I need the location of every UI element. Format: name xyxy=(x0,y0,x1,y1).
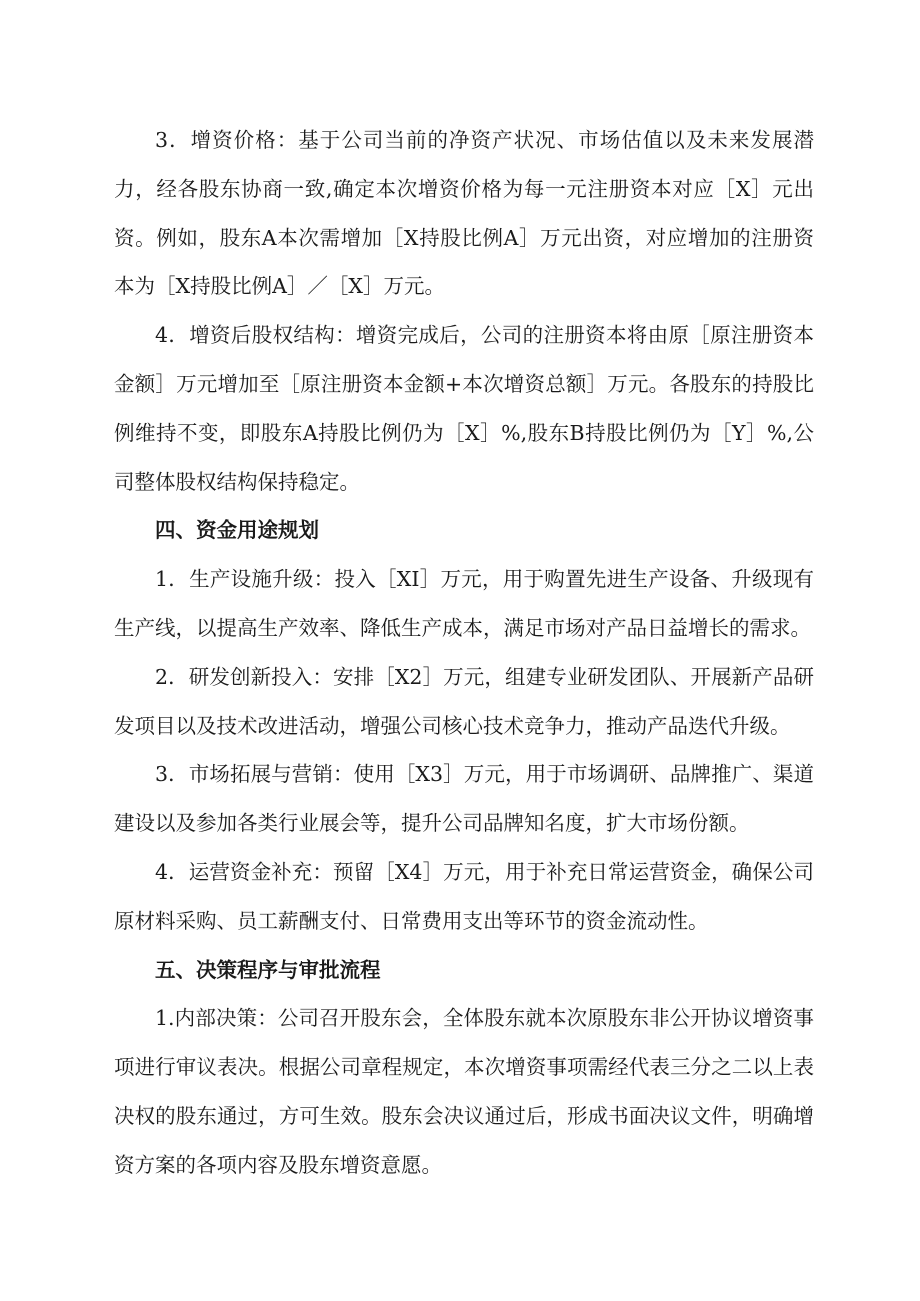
paragraph-working-capital: 4．运营资金补充：预留［X4］万元，用于补充日常运营资金，确保公司原材料采购、员工薪酬支付、日常费用支出等环节的资金流动性。 xyxy=(114,859,814,933)
document-body xyxy=(114,116,814,1190)
section-heading-fund-usage: 四、资金用途规划 xyxy=(155,518,319,543)
paragraph-market-expansion: 3．市场拓展与营销：使用［X3］万元，用于市场调研、品牌推广、渠道建设以及参加各类行业展会等，提升公司品牌知名度，扩大市场份额。 xyxy=(114,762,814,836)
paragraph-capital-increase-price: 3．增资价格：基于公司当前的净资产状况、市场估值以及未来发展潜力，经各股东协商一致,确定本次增资价格为每一元注册资本对应［X］元出资。例如，股东A本次需增加［X持股比例A］万元出资，对应增加的注册资本为［X持股比例A］／［X］万元。 xyxy=(114,128,814,299)
paragraph-post-increase-structure: 4．增资后股权结构：增资完成后，公司的注册资本将由原［原注册资本金额］万元增加至［原注册资本金额+本次增资总额］万元。各股东的持股比例维持不变，即股东A持股比例仍为［X］%,股东B持股比例仍为［Y］%,公司整体股权结构保持稳定。 xyxy=(114,323,814,494)
paragraph-internal-decision: 1.内部决策：公司召开股东会，全体股东就本次原股东非公开协议增资事项进行审议表决。根据公司章程规定，本次增资事项需经代表三分之二以上表决权的股东通过，方可生效。股东会决议通过后，形成书面决议文件，明确增资方案的各项内容及股东增资意愿。 xyxy=(114,1006,814,1177)
paragraph-production-upgrade: 1．生产设施升级：投入［XI］万元，用于购置先进生产设备、升级现有生产线，以提高生产效率、降低生产成本，满足市场对产品日益增长的需求。 xyxy=(114,567,814,640)
section-heading-decision-process: 五、决策程序与审批流程 xyxy=(155,957,381,982)
paragraph-rnd-investment: 2．研发创新投入：安排［X2］万元，组建专业研发团队、开展新产品研发项目以及技术改进活动，增强公司核心技术竞争力，推动产品迭代升级。 xyxy=(114,664,814,738)
